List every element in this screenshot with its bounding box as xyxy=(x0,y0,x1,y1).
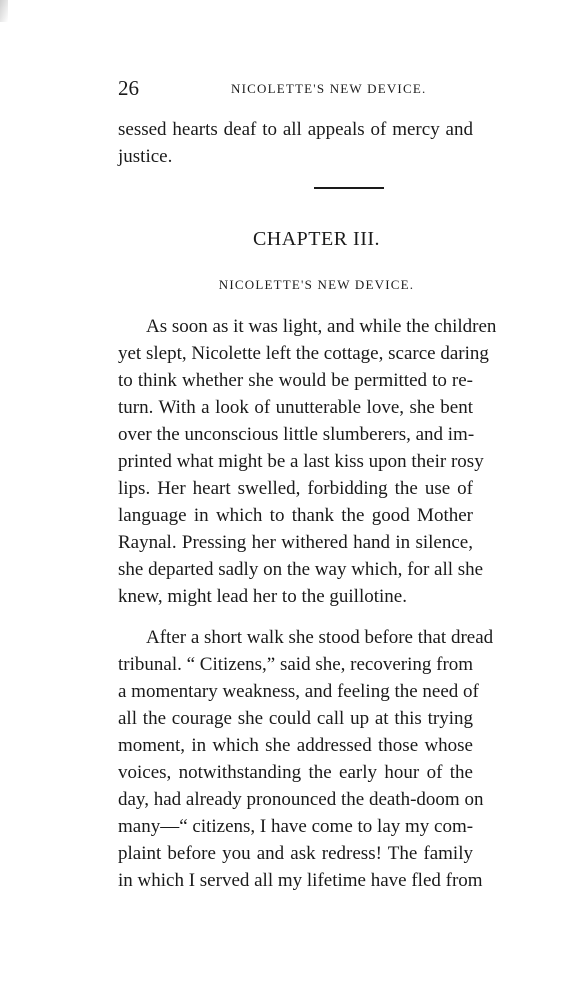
text-line: many—“ citizens, I have come to lay my com- xyxy=(118,816,474,837)
text-line: sessed hearts deaf to all appeals of mercy and xyxy=(118,119,473,140)
text-line: language in which to thank the good Mother xyxy=(118,505,473,526)
text-line: all the courage she could call up at this trying xyxy=(118,708,473,729)
chapter-subtitle: NICOLETTE'S NEW DEVICE. xyxy=(218,277,415,292)
text-line: knew, might lead her to the guillotine. xyxy=(118,586,407,607)
paragraph-1 xyxy=(118,313,497,610)
text-line: plaint before you and ask redress! The family xyxy=(118,843,473,864)
running-head xyxy=(118,76,473,100)
chapter-heading: CHAPTER III. xyxy=(252,228,381,250)
text-line: to think whether she would be permitted to re- xyxy=(118,370,473,391)
text-line: a momentary weakness, and feeling the need of xyxy=(118,681,479,702)
text-line: tribunal. “ Citizens,” said she, recovering from xyxy=(118,654,474,675)
text-line: she departed sadly on the way which, for all she xyxy=(118,559,484,580)
section-divider xyxy=(314,187,384,189)
continuation-text xyxy=(118,116,473,170)
text-line: in which I served all my lifetime have fled from xyxy=(118,870,483,891)
page-number: 26 xyxy=(118,76,139,100)
text-line: printed what might be a last kiss upon their rosy xyxy=(118,451,484,472)
text-line: voices, notwithstanding the early hour of the xyxy=(118,762,473,783)
text-line: yet slept, Nicolette left the cottage, scarce daring xyxy=(118,343,489,364)
text-line: over the unconscious little slumberers, and im- xyxy=(118,424,475,445)
page-edge-shadow xyxy=(0,0,8,22)
text-line: moment, in which she addressed those whose xyxy=(118,735,473,756)
running-head-title: NICOLETTE'S NEW DEVICE. xyxy=(231,81,427,96)
text-line: After a short walk she stood before that dread xyxy=(146,627,494,648)
text-line: day, had already pronounced the death-doom on xyxy=(118,789,484,810)
paragraph-2 xyxy=(118,624,494,894)
text-line: lips. Her heart swelled, forbidding the use of xyxy=(118,478,473,499)
text-line: As soon as it was light, and while the children xyxy=(146,316,497,337)
text-line: justice. xyxy=(118,146,173,167)
text-line: Raynal. Pressing her withered hand in silence, xyxy=(118,532,473,553)
text-line: turn. With a look of unutterable love, she bent xyxy=(118,397,473,418)
